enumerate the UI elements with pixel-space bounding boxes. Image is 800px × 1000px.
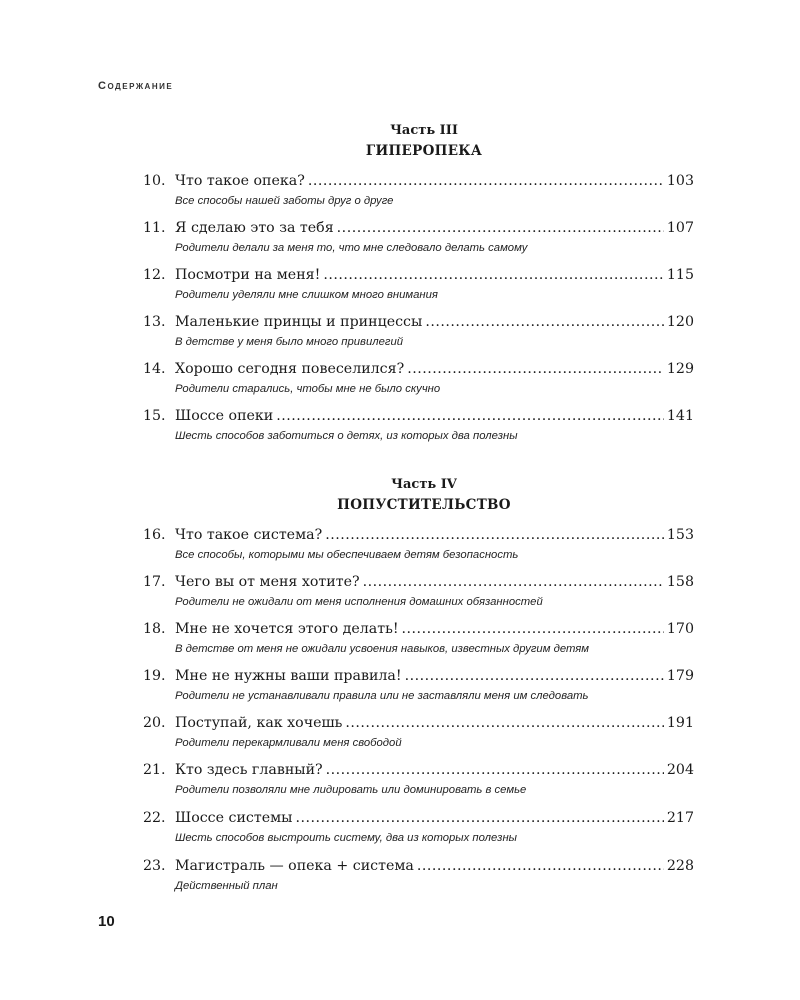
dot-leader: [337, 219, 664, 237]
toc-entry[interactable]: [143, 857, 694, 894]
dot-leader: [402, 620, 664, 638]
entry-number: 10.: [143, 173, 166, 189]
dot-leader: [295, 809, 663, 827]
dot-leader: [345, 714, 664, 732]
toc-entry[interactable]: [143, 172, 694, 209]
dot-leader: [323, 266, 664, 284]
entry-subtitle: Родители не устанавливали правила или не заставляли меня им следовать: [175, 690, 589, 702]
part-number: Часть III: [390, 123, 458, 138]
part-heading: [0, 474, 800, 516]
toc-entry[interactable]: [143, 667, 694, 704]
entry-page: 170: [666, 621, 694, 637]
entry-title: Шоссе опеки: [175, 408, 274, 424]
entry-subtitle: Родители перекармливали меня свободой: [175, 737, 402, 749]
entry-page: 103: [666, 173, 694, 189]
entry-subtitle: Родители старались, чтобы мне не было скучно: [175, 383, 441, 395]
entry-page: 158: [666, 574, 694, 590]
toc-entry[interactable]: [143, 219, 694, 256]
entry-number: 19.: [143, 668, 166, 684]
entry-number: 17.: [143, 574, 166, 590]
entry-number: 14.: [143, 361, 166, 377]
entry-number: 20.: [143, 715, 166, 731]
entry-number: 23.: [143, 858, 166, 874]
entry-number: 12.: [143, 267, 166, 283]
entry-subtitle: Все способы, которыми мы обеспечиваем детям безопасность: [175, 549, 519, 561]
entry-number: 15.: [143, 408, 166, 424]
dot-leader: [417, 857, 664, 875]
part-title: ГИПЕРОПЕКА: [365, 143, 483, 159]
entry-title: Я сделаю это за тебя: [175, 220, 334, 236]
dot-leader: [407, 360, 664, 378]
toc-entry[interactable]: [143, 620, 694, 657]
entry-subtitle: В детстве от меня не ожидали усвоения навыков, известных другим детям: [175, 643, 590, 655]
entry-page: 153: [666, 527, 694, 543]
running-head: Содержание: [98, 80, 174, 92]
entry-title: Поступай, как хочешь: [175, 715, 343, 731]
entry-title: Посмотри на меня!: [175, 267, 321, 283]
entry-subtitle: Родители уделяли мне слишком много внимания: [175, 289, 438, 301]
entry-title: Что такое система?: [175, 527, 323, 543]
entry-page: 179: [666, 668, 694, 684]
entry-page: 115: [666, 267, 694, 283]
entry-subtitle: Родители позволяли мне лидировать или доминировать в семье: [175, 784, 527, 796]
entry-title: Магистраль — опека + система: [175, 858, 414, 874]
entry-number: 21.: [143, 762, 166, 778]
entry-subtitle: Родители делали за меня то, что мне следовало делать самому: [175, 242, 528, 254]
toc-entry[interactable]: [143, 360, 694, 397]
entry-page: 191: [666, 715, 694, 731]
dot-leader: [363, 573, 664, 591]
toc-entry[interactable]: [143, 809, 694, 846]
entry-page: 228: [666, 858, 694, 874]
dot-leader: [308, 172, 664, 190]
entry-subtitle: В детстве у меня было много привилегий: [175, 336, 404, 348]
entry-page: 141: [666, 408, 694, 424]
part-heading: [0, 120, 800, 162]
entry-number: 16.: [143, 527, 166, 543]
toc-entry[interactable]: [143, 573, 694, 610]
entry-page: 107: [666, 220, 694, 236]
part-number: Часть IV: [391, 477, 457, 492]
toc-entry[interactable]: [143, 313, 694, 350]
entry-page: 217: [666, 810, 694, 826]
dot-leader: [325, 526, 664, 544]
entry-page: 129: [666, 361, 694, 377]
entry-title: Кто здесь главный?: [175, 762, 323, 778]
entry-number: 22.: [143, 810, 166, 826]
entry-title: Что такое опека?: [175, 173, 305, 189]
entry-subtitle: Шесть способов выстроить систему, два из которых полезны: [175, 832, 517, 844]
entry-number: 11.: [143, 220, 166, 236]
entry-title: Маленькие принцы и принцессы: [175, 314, 423, 330]
entry-title: Мне не нужны ваши правила!: [175, 668, 402, 684]
entry-title: Хорошо сегодня повеселился?: [175, 361, 405, 377]
entry-title: Мне не хочется этого делать!: [175, 621, 399, 637]
entry-number: 13.: [143, 314, 166, 330]
entry-subtitle: Действенный план: [175, 880, 278, 892]
dot-leader: [425, 313, 664, 331]
toc-entry[interactable]: [143, 714, 694, 751]
toc-entry[interactable]: [143, 407, 694, 444]
entry-title: Шоссе системы: [175, 810, 293, 826]
entry-subtitle: Шесть способов заботиться о детях, из которых два полезны: [175, 430, 518, 442]
dot-leader: [326, 761, 664, 779]
toc-entry[interactable]: [143, 526, 694, 563]
page-number: 10: [98, 913, 115, 930]
entry-number: 18.: [143, 621, 166, 637]
dot-leader: [276, 407, 664, 425]
entry-subtitle: Родители не ожидали от меня исполнения домашних обязанностей: [175, 596, 543, 608]
part-title: ПОПУСТИТЕЛЬСТВО: [337, 497, 511, 513]
dot-leader: [405, 667, 664, 685]
entry-page: 204: [666, 762, 694, 778]
toc-entry[interactable]: [143, 761, 694, 798]
entry-subtitle: Все способы нашей заботы друг о друге: [175, 195, 394, 207]
entry-title: Чего вы от меня хотите?: [175, 574, 360, 590]
toc-entry[interactable]: [143, 266, 694, 303]
entry-page: 120: [666, 314, 694, 330]
